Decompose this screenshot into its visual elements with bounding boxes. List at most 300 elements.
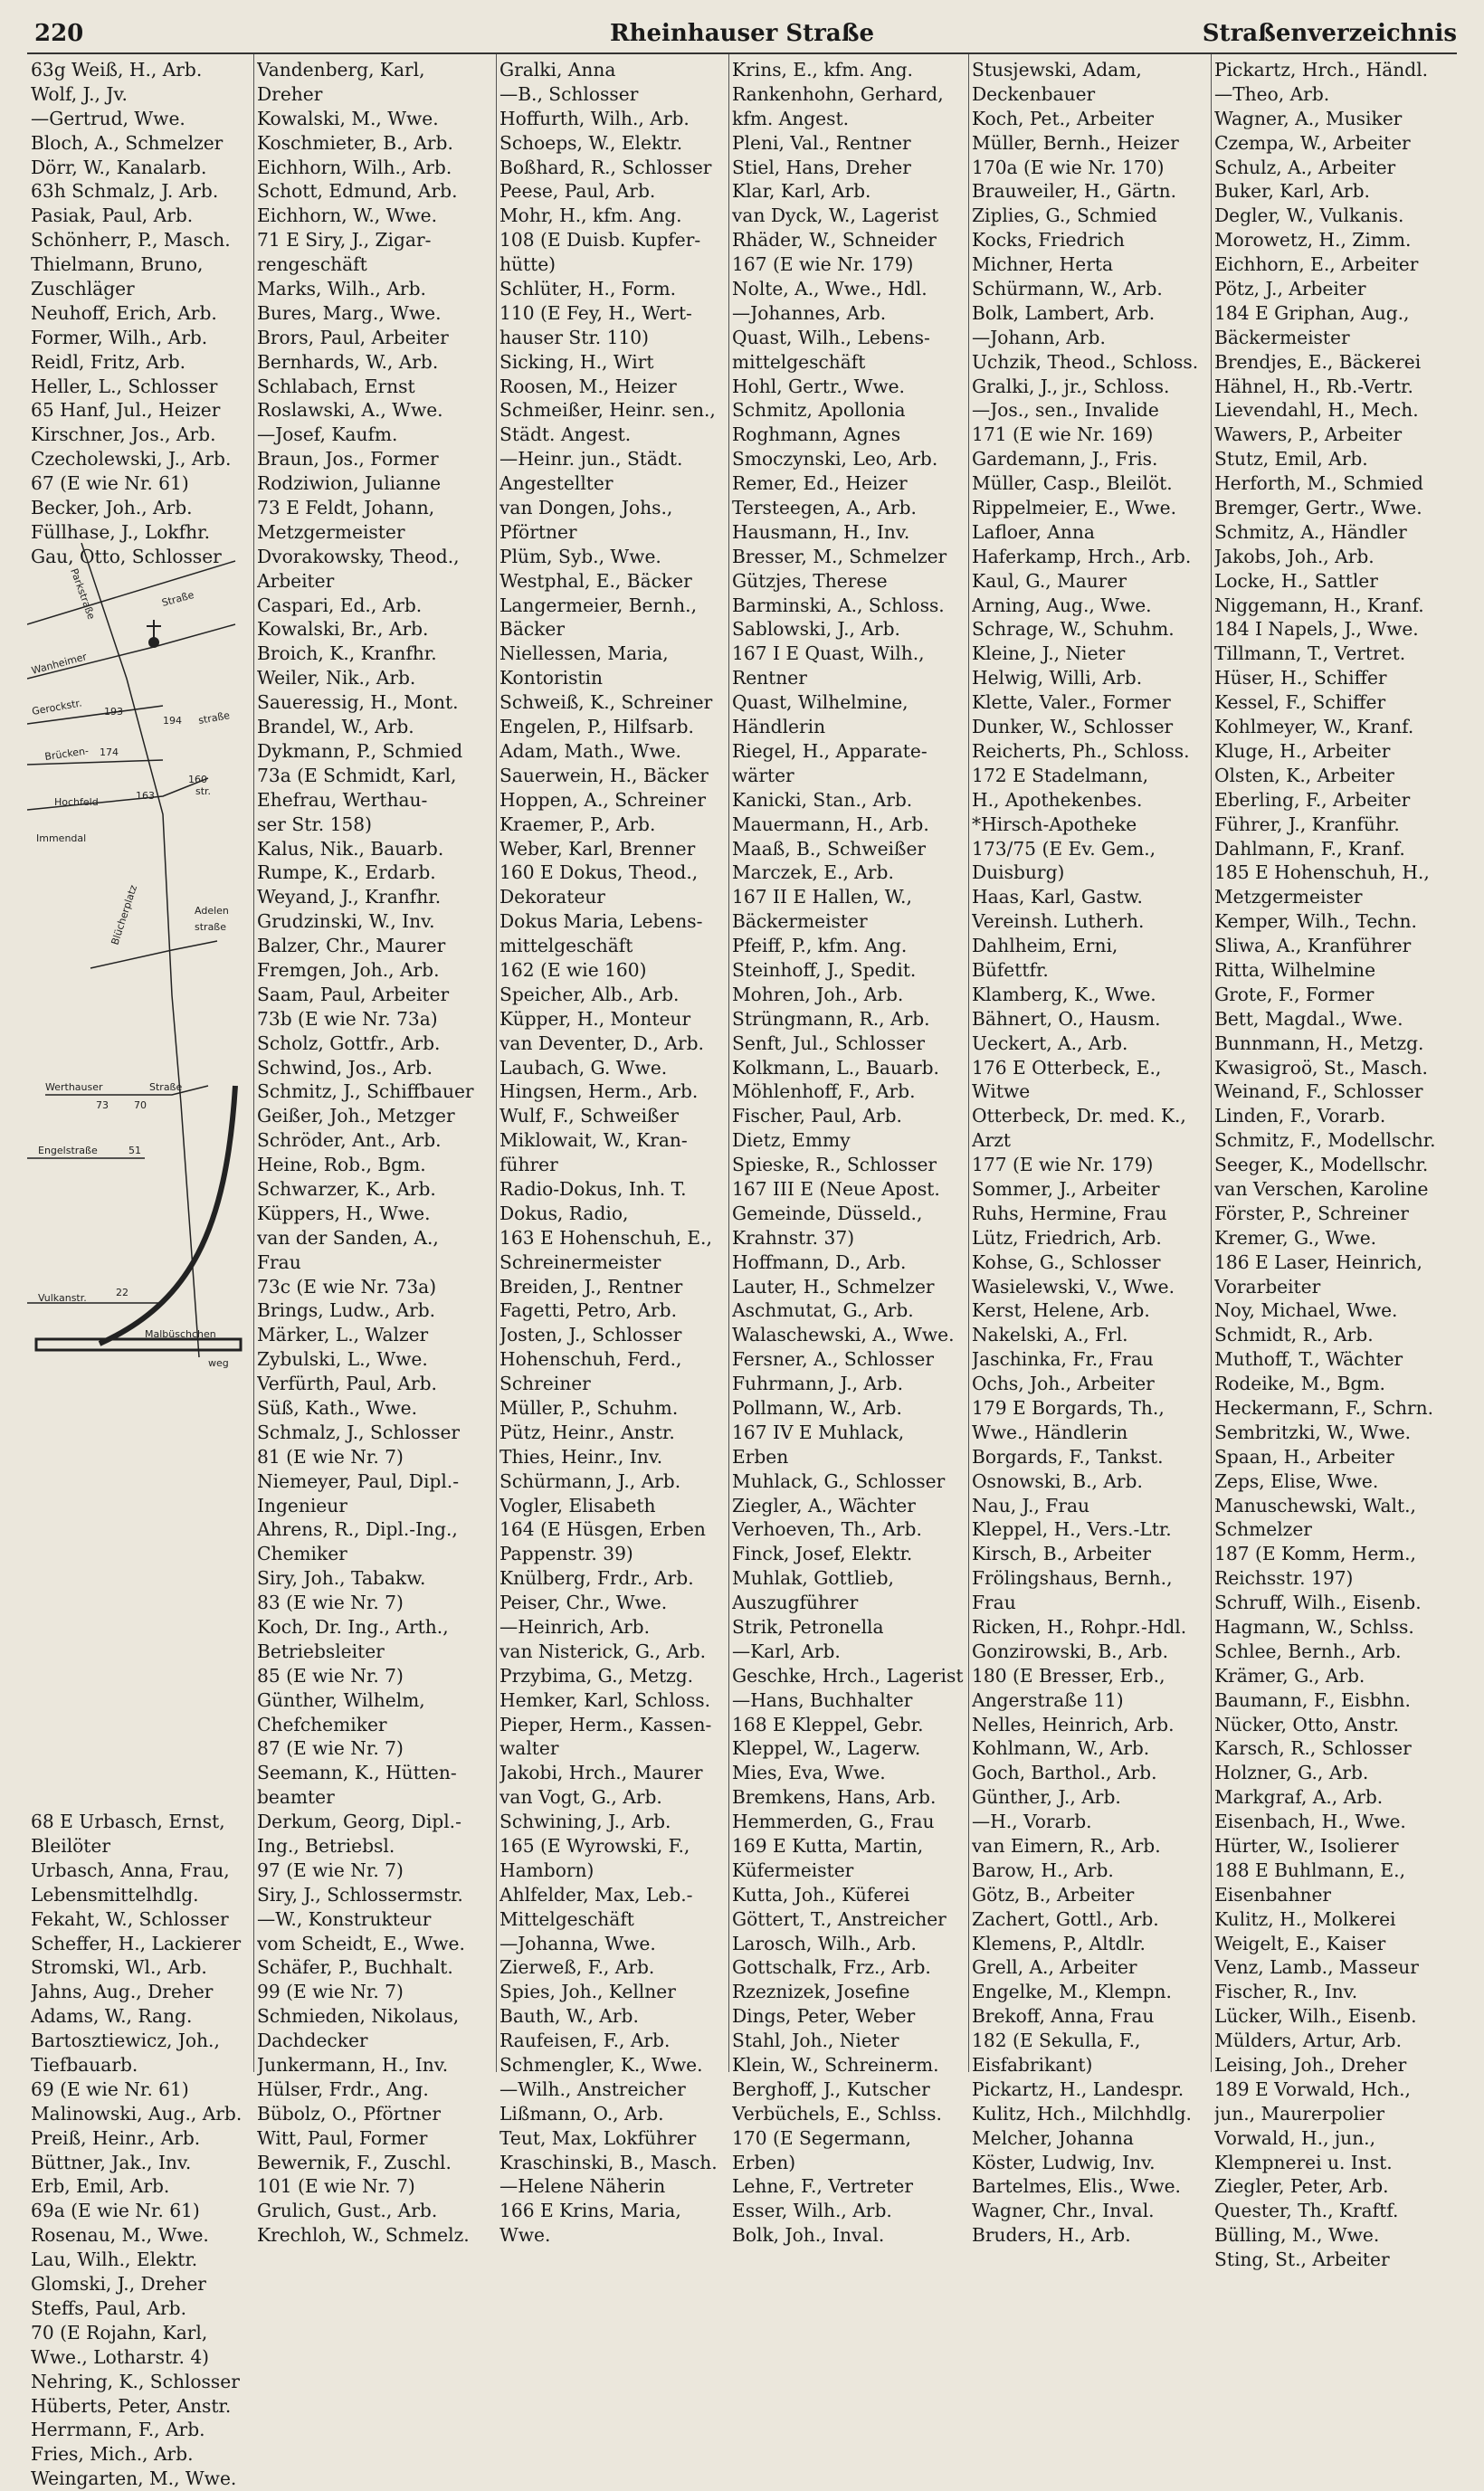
directory-entry-line: Rumpe, K., Erdarb. [257, 861, 436, 884]
directory-entry-line: Brendjes, E., Bäckerei [1214, 350, 1422, 373]
map-road [81, 543, 199, 1357]
directory-entry-line: Quast, Wilhelmine, [732, 691, 908, 714]
directory-entry-line: Rhäder, W., Schneider [732, 229, 937, 252]
directory-entry-line: Marks, Wilh., Arb. [257, 278, 426, 300]
directory-entry-line: Finck, Josef, Elektr. [732, 1543, 913, 1565]
directory-entry-line: Pütz, Heinr., Anstr. [499, 1421, 675, 1443]
directory-entry-line: Tersteegen, A., Arb. [732, 497, 917, 519]
directory-entry-line: Caspari, Ed., Arb. [257, 594, 423, 616]
directory-entry-line: Bolk, Joh., Inval. [732, 2224, 885, 2247]
directory-entry-line: Müller, Bernh., Heizer [972, 131, 1179, 154]
directory-entry-line: Eisenbach, H., Wwe. [1214, 1811, 1406, 1833]
street-map [27, 543, 250, 1421]
directory-entry-line: Brauweiler, H., Gärtn. [972, 180, 1177, 203]
directory-entry-line: Bett, Magdal., Wwe. [1214, 1007, 1403, 1030]
directory-entry-line: Langermeier, Bernh., [499, 594, 697, 616]
directory-entry-line: Bauth, W., Arb. [499, 2005, 639, 2028]
map-label: 22 [116, 1287, 128, 1298]
directory-entry-line: Chemiker [257, 1543, 347, 1565]
directory-entry-line: Peese, Paul, Arb. [499, 180, 656, 203]
directory-entry-line: Metzgermeister [257, 520, 405, 543]
directory-entry-line: 101 (E wie Nr. 7) [257, 2175, 415, 2198]
directory-entry-line: hauser Str. 110) [499, 326, 650, 348]
directory-entry-line: Götz, B., Arbeiter [972, 1883, 1135, 1906]
directory-entry-line: Remer, Ed., Heizer [732, 472, 908, 495]
directory-entry-line: 168 E Kleppel, Gebr. [732, 1713, 924, 1735]
directory-entry-line: Witt, Paul, Former [257, 2126, 428, 2149]
directory-entry-line: Adam, Math., Wwe. [499, 739, 681, 762]
directory-entry-line: Quast, Wilh., Lebens- [732, 326, 930, 348]
directory-entry-line: Dietz, Emmy [732, 1129, 851, 1152]
directory-entry-line: Nakelski, A., Frl. [972, 1324, 1128, 1346]
directory-entry-line: Hagmann, W., Schlss. [1214, 1616, 1414, 1638]
directory-entry-line: Bruders, H., Arb. [972, 2224, 1131, 2247]
directory-entry-line: Ehefrau, Werthau- [257, 788, 428, 811]
directory-entry-line: Dvorakowsky, Theod., [257, 545, 460, 567]
directory-entry-line: Wagner, A., Musiker [1214, 107, 1403, 129]
directory-entry-line: 180 (E Bresser, Erb., [972, 1664, 1165, 1687]
directory-entry-line: Westphal, E., Bäcker [499, 569, 692, 592]
map-label: Straße [160, 588, 195, 609]
directory-entry-line: Hohl, Gertr., Wwe. [732, 375, 905, 397]
directory-entry-line [31, 1566, 253, 1591]
directory-entry-line: Przybima, G., Metzg. [499, 1664, 694, 1687]
directory-entry-line: Klein, W., Schreinerm. [732, 2054, 939, 2077]
directory-entry-line: Larosch, Wilh., Arb. [732, 1932, 917, 1954]
directory-entry-line: Seeger, K., Modellschr. [1214, 1154, 1429, 1176]
directory-column-4 [732, 58, 967, 2248]
directory-entry-line: Kulitz, Hch., Milchhdlg. [972, 2102, 1192, 2125]
directory-entry-line: Sablowski, J., Arb. [732, 618, 900, 641]
directory-entry-line: Kolkmann, L., Bauarb. [732, 1056, 939, 1079]
directory-entry-line: 73c (E wie Nr. 73a) [257, 1275, 437, 1298]
directory-entry-line: Dreher [257, 82, 323, 105]
directory-entry-line: Knülberg, Frdr., Arb. [499, 1567, 694, 1590]
directory-entry-line: Schrage, W., Schuhm. [972, 618, 1175, 641]
directory-entry-line: Bunnmann, H., Metzg. [1214, 1032, 1424, 1054]
directory-entry-line: Holzner, G., Arb. [1214, 1762, 1369, 1784]
directory-entry-line: Weber, Karl, Brenner [499, 837, 696, 860]
directory-entry-line: 65 Hanf, Jul., Heizer [31, 399, 221, 422]
directory-entry-line: van Verschen, Karoline [1214, 1177, 1429, 1200]
directory-entry-line: Kerst, Helene, Arb. [972, 1299, 1150, 1322]
directory-entry-line: Ruhs, Hermine, Frau [972, 1202, 1167, 1224]
directory-entry-line: 187 (E Komm, Herm., [1214, 1543, 1416, 1565]
directory-entry-line [31, 1785, 253, 1810]
directory-entry-line: Müller, P., Schuhm. [499, 1396, 679, 1419]
directory-entry-line: Geschke, Hrch., Lagerist [732, 1664, 964, 1687]
directory-entry-line: Erben) [732, 2151, 796, 2173]
directory-entry-line: Frölingshaus, Bernh., [972, 1567, 1173, 1590]
directory-entry-line: Spies, Joh., Kellner [499, 1981, 676, 2003]
directory-entry-line: Haas, Karl, Gastw. [972, 886, 1143, 908]
directory-entry-line: Füllhase, J., Lokfhr. [31, 520, 210, 543]
directory-entry-line: Heine, Rob., Bgm. [257, 1154, 426, 1176]
directory-entry-line: —Heinr. jun., Städt. [499, 448, 683, 471]
directory-entry-line: 164 (E Hüsgen, Erben [499, 1518, 706, 1541]
directory-entry-line: Lau, Wilh., Elektr. [31, 2249, 198, 2271]
directory-entry-line: Reichsstr. 197) [1214, 1567, 1354, 1590]
directory-entry-line: Schmieden, Nikolaus, [257, 2005, 460, 2028]
directory-entry-line: 167 IV E Muhlack, [732, 1421, 905, 1443]
directory-entry-line: Schwind, Jos., Arb. [257, 1056, 433, 1079]
directory-entry-line: Pappenstr. 39) [499, 1543, 633, 1565]
directory-entry-line: Krins, E., kfm. Ang. [732, 59, 913, 81]
directory-entry-line: Kraschinski, B., Masch. [499, 2151, 718, 2173]
map-label: 163 [136, 790, 155, 802]
directory-entry-line [31, 1591, 253, 1615]
directory-entry-line: Plüm, Syb., Wwe. [499, 545, 661, 567]
directory-entry-line: Zierweß, F., Arb. [499, 1956, 655, 1979]
directory-entry-line: Scholz, Gottfr., Arb. [257, 1032, 441, 1054]
directory-entry-line: Niemeyer, Paul, Dipl.- [257, 1469, 460, 1492]
directory-entry-line: Vogler, Elisabeth [499, 1494, 656, 1516]
directory-entry-line: Duisburg) [972, 861, 1065, 884]
directory-entry-line: van Eimern, R., Arb. [972, 1835, 1161, 1858]
directory-entry-line: Markgraf, A., Arb. [1214, 1786, 1384, 1809]
directory-entry-line [31, 1640, 253, 1664]
directory-entry-line: Ahlfelder, Max, Leb.- [499, 1883, 693, 1906]
directory-entry-line: 189 E Vorwald, Hch., [1214, 2077, 1411, 2100]
directory-entry-line: Borgards, F., Tankst. [972, 1445, 1164, 1468]
directory-entry-line: Schmelzer [1214, 1518, 1312, 1541]
directory-entry-line: Bures, Marg., Wwe. [257, 301, 442, 324]
directory-entry-line: Ziegler, A., Wächter [732, 1494, 916, 1516]
directory-entry-line: Schmengler, K., Wwe. [499, 2054, 703, 2077]
directory-entry-line: van Dyck, W., Lagerist [732, 204, 939, 227]
directory-entry-line: 67 (E wie Nr. 61) [31, 472, 189, 495]
directory-entry-line: Bremger, Gertr., Wwe. [1214, 497, 1422, 519]
directory-entry-line: Senft, Jul., Schlosser [732, 1032, 926, 1054]
map-railway-track [36, 1339, 241, 1350]
directory-entry-line: Zybulski, L., Wwe. [257, 1348, 428, 1371]
directory-entry-line: Gralki, Anna [499, 59, 616, 81]
directory-entry-line: 97 (E wie Nr. 7) [257, 1859, 404, 1881]
column-divider [1211, 54, 1212, 2072]
directory-entry-line [31, 1736, 253, 1761]
directory-entry-line: Morowetz, H., Zimm. [1214, 229, 1412, 252]
directory-entry-line: Nücker, Otto, Anstr. [1214, 1713, 1400, 1735]
directory-entry-line: Pförtner [499, 520, 577, 543]
directory-entry-line: Baumann, F., Eisbhn. [1214, 1688, 1411, 1711]
directory-entry-line [31, 1469, 253, 1494]
directory-entry-line: Siry, Joh., Tabakw. [257, 1567, 426, 1590]
directory-entry-line: Degler, W., Vulkanis. [1214, 204, 1404, 227]
directory-entry-line: Wasielewski, V., Wwe. [972, 1275, 1175, 1298]
directory-entry-line: Hohenschuh, Ferd., [499, 1348, 682, 1371]
directory-entry-line: Eisfabrikant) [972, 2054, 1093, 2077]
directory-entry-line: Venz, Lamb., Masseur [1214, 1956, 1419, 1979]
directory-entry-line: Klemens, P., Altdlr. [972, 1932, 1146, 1954]
directory-entry-line [31, 1421, 253, 1445]
directory-entry-line: Wagner, Chr., Inval. [972, 2200, 1155, 2222]
directory-entry-line: Ing., Betriebsl. [257, 1835, 395, 1858]
directory-entry-line: —B., Schlosser [499, 82, 639, 105]
directory-entry-line: Süß, Kath., Wwe. [257, 1396, 418, 1419]
directory-entry-line: Zeps, Elise, Wwe. [1214, 1469, 1379, 1492]
directory-entry-line: wärter [732, 764, 794, 786]
directory-entry-line: Noy, Michael, Wwe. [1214, 1299, 1398, 1322]
directory-entry-line: Muhlack, G., Schlosser [732, 1469, 946, 1492]
directory-entry-line: Rzeznizek, Josefine [732, 1981, 910, 2003]
directory-entry-line: 63g Weiß, H., Arb. [31, 59, 203, 81]
directory-entry-line: Kohlmeyer, W., Kranf. [1214, 716, 1414, 738]
directory-entry-line: Nehring, K., Schlosser [31, 2370, 240, 2392]
directory-entry-line: —Johannes, Arb. [732, 301, 887, 324]
directory-entry-line: Gralki, J., jr., Schloss. [972, 375, 1170, 397]
directory-entry-line: Kluge, H., Arbeiter [1214, 739, 1391, 762]
directory-entry-line: Köster, Ludwig, Inv. [972, 2151, 1156, 2173]
directory-entry-line: Rentner [732, 667, 807, 689]
directory-entry-line: Brandel, W., Arb. [257, 716, 414, 738]
directory-entry-line: Wwe., Lotharstr. 4) [31, 2345, 210, 2368]
directory-entry-line: kfm. Angest. [732, 107, 850, 129]
directory-entry-line: Hoffurth, Wilh., Arb. [499, 107, 690, 129]
directory-entry-line: Hemmerden, G., Frau [732, 1811, 935, 1833]
directory-entry-line: Verfürth, Paul, Arb. [257, 1373, 437, 1395]
directory-entry-line: Pollmann, W., Arb. [732, 1396, 902, 1419]
directory-entry-line: Koschmieter, B., Arb. [257, 131, 453, 154]
map-label: Gerockstr. [31, 697, 83, 718]
directory-entry-line: —Helene Näherin [499, 2175, 666, 2198]
page-number: 220 [34, 20, 84, 47]
directory-entry-line: Raufeisen, F., Arb. [499, 2030, 671, 2052]
directory-column-3 [499, 58, 728, 2248]
directory-entry-line: Büfettfr. [972, 958, 1049, 981]
directory-entry-line: 85 (E wie Nr. 7) [257, 1664, 404, 1687]
map-label: Werthauser [45, 1081, 103, 1093]
directory-entry-line: Thies, Heinr., Inv. [499, 1445, 663, 1468]
directory-entry-line: Schmitz, A., Händler [1214, 520, 1407, 543]
directory-entry-line: 165 (E Wyrowski, F., [499, 1835, 690, 1858]
directory-entry-line: 73a (E Schmidt, Karl, [257, 764, 457, 786]
directory-entry-line [31, 1542, 253, 1566]
directory-entry-line: 87 (E wie Nr. 7) [257, 1737, 404, 1760]
directory-entry-line: Schreinermeister [499, 1250, 661, 1273]
directory-entry-line: Schoeps, W., Elektr. [499, 131, 683, 154]
header-rule [27, 52, 1457, 54]
directory-entry-line: Hoffmann, D., Arb. [732, 1250, 907, 1273]
directory-entry-line: Eichhorn, Wilh., Arb. [257, 156, 452, 178]
directory-entry-line: Lievendahl, H., Mech. [1214, 399, 1419, 422]
directory-entry-line: Kaul, G., Maurer [972, 569, 1127, 592]
directory-entry-line: Kulitz, H., Molkerei [1214, 1907, 1396, 1930]
directory-entry-line: Roghmann, Agnes [732, 423, 901, 446]
directory-entry-line: Küfermeister [732, 1859, 854, 1881]
map-label: Immendal [36, 832, 87, 844]
directory-entry-line: Betriebsleiter [257, 1640, 385, 1662]
directory-entry-line: Grell, A., Arbeiter [972, 1956, 1137, 1979]
directory-entry-line: 167 II E Hallen, W., [732, 886, 912, 908]
directory-entry-line: Bartelmes, Elis., Wwe. [972, 2175, 1181, 2198]
directory-entry-line: Kocks, Friedrich [972, 229, 1125, 252]
directory-entry-line: Kleine, J., Nieter [972, 642, 1126, 665]
directory-entry-line: Klamberg, K., Wwe. [972, 983, 1156, 1005]
directory-entry-line: Dahlheim, Erni, [972, 935, 1118, 957]
directory-entry-line: Haferkamp, Hrch., Arb. [972, 545, 1192, 567]
directory-entry-line: Lafloer, Anna [972, 520, 1095, 543]
directory-entry-line: Hingsen, Herm., Arb. [499, 1080, 699, 1103]
directory-entry-line: 176 E Otterbeck, E., [972, 1056, 1162, 1079]
directory-entry-line: 167 I E Quast, Wilh., [732, 642, 925, 665]
directory-entry-line: Gottschalk, Frz., Arb. [732, 1956, 931, 1979]
directory-entry-line: Heckermann, F., Schrn. [1214, 1396, 1434, 1419]
directory-entry-line: Chefchemiker [257, 1713, 387, 1735]
directory-entry-line: —W., Konstrukteur [257, 1907, 432, 1930]
directory-entry-line: Jahns, Aug., Dreher [31, 1981, 214, 2003]
directory-entry-line: Lauter, H., Schmelzer [732, 1275, 935, 1298]
directory-entry-line: Ahrens, R., Dipl.-Ing., [257, 1518, 458, 1541]
directory-entry-line: Dachdecker [257, 2030, 368, 2052]
directory-entry-line: 163 E Hohenschuh, E., [499, 1226, 712, 1249]
directory-entry-line: Klempnerei u. Inst. [1214, 2151, 1393, 2173]
directory-entry-line: Marczek, E., Arb. [732, 861, 894, 884]
directory-entry-line [31, 1761, 253, 1785]
directory-entry-line: Erb, Emil, Arb. [31, 2175, 170, 2198]
directory-entry-line: Esser, Wilh., Arb. [732, 2200, 892, 2222]
directory-entry-line: —Johann, Arb. [972, 326, 1106, 348]
directory-entry-line: Schmitz, J., Schiffbauer [257, 1080, 474, 1103]
directory-entry-line: 186 E Laser, Heinrich, [1214, 1250, 1422, 1273]
directory-entry-line: Günther, Wilhelm, [257, 1688, 425, 1711]
directory-entry-line: Czempa, W., Arbeiter [1214, 131, 1411, 154]
directory-entry-line: Kalus, Nik., Bauarb. [257, 837, 444, 860]
directory-entry-line: Roosen, M., Heizer [499, 375, 677, 397]
directory-entry-line: Pickartz, Hrch., Händl. [1214, 59, 1429, 81]
directory-entry-line: Märker, L., Walzer [257, 1324, 429, 1346]
directory-entry-line: Lebensmittelhdlg. [31, 1883, 199, 1906]
directory-entry-line: 170 (E Segermann, [732, 2126, 911, 2149]
directory-entry-line: —H., Vorarb. [972, 1811, 1092, 1833]
directory-entry-line: Dokus Maria, Lebens- [499, 910, 703, 933]
directory-entry-line: Fremgen, Joh., Arb. [257, 958, 440, 981]
directory-entry-line: walter [499, 1737, 559, 1760]
map-label: straße [195, 921, 227, 933]
directory-entry-line: Aschmutat, G., Arb. [732, 1299, 914, 1322]
directory-entry-line: Fuhrmann, J., Arb. [732, 1373, 904, 1395]
directory-entry-line: Mauermann, H., Arb. [732, 813, 929, 835]
directory-entry-line: Büttner, Jak., Inv. [31, 2151, 192, 2173]
directory-entry-line: jun., Maurerpolier [1214, 2102, 1385, 2125]
directory-entry-line: Schürmann, J., Arb. [499, 1469, 681, 1492]
directory-entry-line: Bäckermeister [732, 910, 868, 933]
page-header [27, 16, 1457, 52]
directory-entry-line: Schott, Edmund, Arb. [257, 180, 458, 203]
directory-entry-line: Thielmann, Bruno, [31, 253, 204, 276]
map-label: 160 [188, 774, 207, 785]
directory-entry-line: —Heinrich, Arb. [499, 1616, 651, 1638]
directory-entry-line: Dörr, W., Kanalarb. [31, 156, 207, 178]
directory-column-5 [972, 58, 1209, 2248]
directory-entry-line: 160 E Dokus, Theod., [499, 861, 699, 884]
directory-entry-line: —Karl, Arb. [732, 1640, 841, 1662]
directory-entry-line: Barow, H., Arb. [972, 1859, 1114, 1881]
directory-entry-line: Tiefbauarb. [31, 2054, 138, 2077]
directory-entry-line: Maaß, B., Schweißer [732, 837, 927, 860]
directory-entry-line: Vereinsh. Lutherh. [972, 910, 1145, 933]
directory-entry-line: 99 (E wie Nr. 7) [257, 1981, 404, 2003]
directory-entry-line: 162 (E wie 160) [499, 958, 647, 981]
directory-entry-line: Führer, J., Kranführ. [1214, 813, 1400, 835]
directory-entry-line: Former, Wilh., Arb. [31, 326, 208, 348]
directory-entry-line: Saueressig, H., Mont. [257, 691, 459, 714]
directory-entry-line: Bäcker [499, 618, 566, 641]
directory-entry-line: Bäckermeister [1214, 326, 1350, 348]
directory-entry-line: Steffs, Paul, Arb. [31, 2296, 186, 2319]
map-label: Malbüschchen [145, 1328, 216, 1340]
directory-entry-line: Heller, L., Schlosser [31, 375, 218, 397]
directory-entry-line: Bülling, M., Wwe. [1214, 2224, 1380, 2247]
directory-entry-line: Lißmann, O., Arb. [499, 2102, 664, 2125]
directory-entry-line: Walaschewski, A., Wwe. [732, 1324, 955, 1346]
directory-entry-line: Pleni, Val., Rentner [732, 131, 911, 154]
directory-entry-line: Engelen, P., Hilfsarb. [499, 716, 694, 738]
column-divider [968, 54, 969, 2072]
directory-entry-line: Schäfer, P., Buchhalt. [257, 1956, 453, 1979]
directory-entry-line: Koch, Pet., Arbeiter [972, 107, 1155, 129]
directory-entry-line: Bartosztiewicz, Joh., [31, 2030, 220, 2052]
directory-entry-line: —Josef, Kaufm. [257, 423, 398, 446]
directory-entry-line: Kemper, Wilh., Techn. [1214, 910, 1417, 933]
directory-entry-line: Schulz, A., Arbeiter [1214, 156, 1396, 178]
directory-entry-line: Dings, Peter, Weber [732, 2005, 916, 2028]
directory-entry-line: 69 (E wie Nr. 61) [31, 2077, 189, 2100]
directory-entry-line: Bloch, A., Schmelzer [31, 131, 224, 154]
directory-entry-line: Nau, J., Frau [972, 1494, 1090, 1516]
directory-entry-line: Jakobs, Joh., Arb. [1214, 545, 1375, 567]
map-label: 51 [128, 1145, 141, 1156]
directory-entry-line: Gau, Otto, Schlosser [31, 545, 222, 567]
directory-entry-line: Hürter, W., Isolierer [1214, 1835, 1399, 1858]
directory-entry-line: Weinand, F., Schlosser [1214, 1080, 1423, 1103]
directory-entry-line: Osnowski, B., Arb. [972, 1469, 1143, 1492]
directory-entry-line: Reidl, Fritz, Arb. [31, 350, 186, 373]
directory-entry-line: Schröder, Ant., Arb. [257, 1129, 442, 1152]
directory-entry-line: Spieske, R., Schlosser [732, 1154, 937, 1176]
directory-entry-line: Müller, Casp., Bleilöt. [972, 472, 1173, 495]
directory-entry-line: Urbasch, Anna, Frau, [31, 1859, 230, 1881]
directory-entry-line: Fersner, A., Schlosser [732, 1348, 934, 1371]
directory-entry-line: van Dongen, Johs., [499, 497, 673, 519]
directory-entry-line: Speicher, Alb., Arb. [499, 983, 680, 1005]
directory-entry-line: Mülders, Artur, Arb. [1214, 2030, 1403, 2052]
directory-entry-line: Stiel, Hans, Dreher [732, 156, 911, 178]
directory-entry-line: Kutta, Joh., Küferei [732, 1883, 910, 1906]
directory-entry-line [31, 1494, 253, 1518]
map-label: Brücken- [43, 745, 90, 763]
directory-entry-line: Nelles, Heinrich, Arb. [972, 1713, 1175, 1735]
directory-entry-line: Roslawski, A., Wwe. [257, 399, 443, 422]
directory-entry-line: Schlabach, Ernst [257, 375, 415, 397]
directory-entry-line: Deckenbauer [972, 82, 1096, 105]
directory-entry-line: Geißer, Joh., Metzger [257, 1105, 455, 1127]
directory-entry-line [31, 1713, 253, 1737]
directory-entry-line: 171 (E wie Nr. 169) [972, 423, 1154, 446]
directory-entry-line: Linden, F., Vorarb. [1214, 1105, 1386, 1127]
column-divider [496, 54, 497, 2072]
directory-entry-line: Miklowait, W., Kran- [499, 1129, 688, 1152]
directory-entry-line: Pötz, J., Arbeiter [1214, 278, 1366, 300]
directory-entry-line: Sembritzki, W., Wwe. [1214, 1421, 1412, 1443]
directory-entry-line: Ochs, Joh., Arbeiter [972, 1373, 1155, 1395]
directory-entry-line: Sauerwein, H., Bäcker [499, 764, 709, 786]
directory-entry-line: Ziplies, G., Schmied [972, 204, 1157, 227]
directory-entry-line: Karsch, R., Schlosser [1214, 1737, 1412, 1760]
directory-entry-line: Schlee, Bernh., Arb. [1214, 1640, 1402, 1662]
directory-entry-line: Goch, Barthol., Arb. [972, 1762, 1157, 1784]
directory-entry-line: Ueckert, A., Arb. [972, 1032, 1128, 1054]
directory-entry-line: 108 (E Duisb. Kupfer- [499, 229, 701, 252]
